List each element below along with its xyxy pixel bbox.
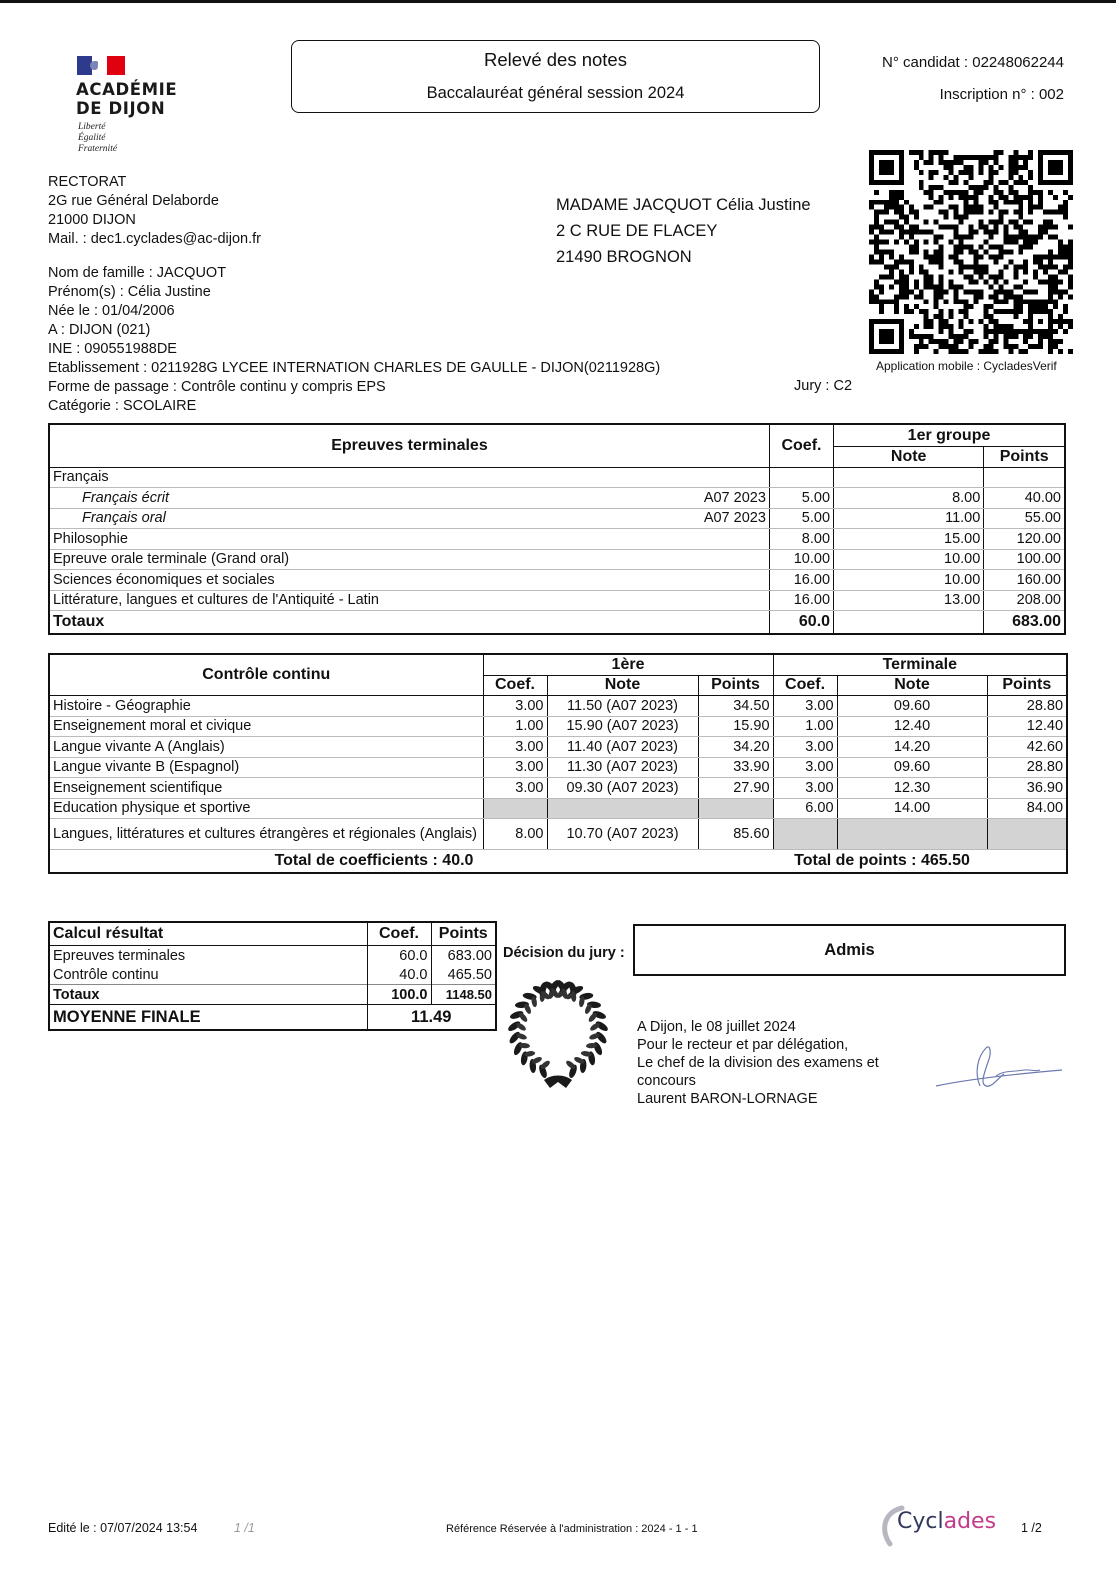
info-first-names: Prénom(s) : Célia Justine <box>48 284 211 300</box>
terminal-exams-header: Epreuves terminales <box>49 424 769 467</box>
result-total-coef: 100.0 <box>367 985 431 1005</box>
final-average-row <box>49 1005 496 1031</box>
terminale-points: 28.80 <box>987 696 1067 717</box>
result-total-points: 1148.50 <box>431 985 496 1005</box>
laurel-wreath-seal-icon <box>502 970 614 1096</box>
exam-points <box>984 467 1065 488</box>
terminal-totals-row <box>49 611 1065 635</box>
premiere-note: 11.40 (A07 2023) <box>547 737 698 758</box>
rectorat-address <box>48 173 261 249</box>
exam-points: 160.00 <box>984 570 1065 591</box>
premiere-note: 11.30 (A07 2023) <box>547 757 698 778</box>
info-last-name: Nom de famille : JACQUOT <box>48 265 227 281</box>
exam-label-cell <box>49 529 769 550</box>
group-header: 1er groupe <box>834 424 1065 447</box>
subject-label: Education physique et sportive <box>49 798 483 819</box>
exam-note: 10.00 <box>834 570 984 591</box>
qr-caption: Application mobile : CycladesVerif <box>876 359 1057 373</box>
terminale-points: 42.60 <box>987 737 1067 758</box>
brand-part2: ades <box>943 1509 997 1534</box>
subject-label: Langues, littératures et cultures étrangères et régionales (Anglais) <box>49 819 483 850</box>
exam-label: Français oral <box>82 510 166 527</box>
candidate-number: N° candidat : 02248062244 <box>882 54 1064 71</box>
exam-label-cell <box>49 570 769 591</box>
exam-note: 10.00 <box>834 549 984 570</box>
terminale-note: 14.00 <box>837 798 987 819</box>
terminal-exam-row <box>49 488 1065 509</box>
footer-page-small: 1 /1 <box>234 1521 255 1535</box>
continuous-assessment-table <box>48 653 1068 874</box>
result-row-points: 465.50 <box>431 965 496 985</box>
rectorat-line: 2G rue Général Delaborde <box>48 193 219 209</box>
result-row-coef: 40.0 <box>367 965 431 985</box>
terminale-coef: 3.00 <box>773 757 837 778</box>
premiere-coef: 1.00 <box>483 716 547 737</box>
candidate-number-block <box>882 47 1064 111</box>
premiere-points: 34.50 <box>698 696 773 717</box>
premiere-coef: 3.00 <box>483 757 547 778</box>
exam-label-cell <box>49 467 769 488</box>
total-points: 683.00 <box>984 611 1065 635</box>
qr-code-icon <box>869 150 1073 354</box>
terminale-points: 28.80 <box>987 757 1067 778</box>
result-row <box>49 965 496 985</box>
coef-header: Coef. <box>367 922 431 946</box>
exam-coef: 8.00 <box>769 529 833 550</box>
signature-title: Le chef de la division des examens et concours <box>637 1055 879 1089</box>
exam-points: 120.00 <box>984 529 1065 550</box>
continuous-row <box>49 778 1067 799</box>
premiere-note: 09.30 (A07 2023) <box>547 778 698 799</box>
exam-coef <box>769 467 833 488</box>
inscription-number: Inscription n° : 002 <box>939 86 1064 103</box>
terminal-exams-table <box>48 423 1066 635</box>
subject-label: Enseignement moral et civique <box>49 716 483 737</box>
exam-note <box>834 467 984 488</box>
brand-part1: Cycl <box>897 1509 944 1534</box>
exam-coef: 16.00 <box>769 570 833 591</box>
signature-block <box>637 1018 917 1108</box>
terminale-coef: 3.00 <box>773 696 837 717</box>
exam-points: 55.00 <box>984 508 1065 529</box>
cyclades-logo <box>878 1504 1002 1548</box>
terminale-coef: 6.00 <box>773 798 837 819</box>
exam-label: Français écrit <box>82 489 170 506</box>
exam-label: Français <box>53 469 109 486</box>
recipient-address <box>556 192 811 270</box>
terminale-coef: 3.00 <box>773 778 837 799</box>
final-average-value: 11.49 <box>367 1005 496 1031</box>
terminale-coef <box>773 819 837 850</box>
exam-coef: 5.00 <box>769 508 833 529</box>
marianne-flag-icon <box>77 56 125 75</box>
total-points: Total de points : 465.50 <box>698 850 1067 874</box>
premiere-header: 1ère <box>483 654 773 675</box>
coef-header: Coef. <box>773 675 837 696</box>
academie-line2: DE DIJON <box>76 99 166 118</box>
republic-motto <box>78 122 117 155</box>
total-coef: 60.0 <box>769 611 833 635</box>
result-totals-row <box>49 985 496 1005</box>
exam-coef: 5.00 <box>769 488 833 509</box>
info-exam-form: Forme de passage : Contrôle continu y compris EPS <box>48 379 386 395</box>
premiere-points: 34.20 <box>698 737 773 758</box>
subject-label: Langue vivante A (Anglais) <box>49 737 483 758</box>
document-title-box <box>291 40 820 113</box>
terminale-note: 14.20 <box>837 737 987 758</box>
terminale-note: 12.40 <box>837 716 987 737</box>
premiere-points <box>698 798 773 819</box>
points-header: Points <box>698 675 773 696</box>
candidate-info <box>48 264 660 416</box>
recipient-street: 2 C RUE DE FLACEY <box>556 222 718 240</box>
result-header: Calcul résultat <box>49 922 367 946</box>
exam-label: Sciences économiques et sociales <box>53 571 275 588</box>
cyclades-wordmark <box>897 1509 996 1534</box>
terminale-coef: 3.00 <box>773 737 837 758</box>
terminale-points: 36.90 <box>987 778 1067 799</box>
exam-note: 13.00 <box>834 590 984 611</box>
result-row-label: Epreuves terminales <box>53 947 186 964</box>
note-header: Note <box>547 675 698 696</box>
premiere-points: 85.60 <box>698 819 773 850</box>
subject-label: Langue vivante B (Espagnol) <box>49 757 483 778</box>
exam-note: 15.00 <box>834 529 984 550</box>
signature-name: Laurent BARON-LORNAGE <box>637 1091 818 1107</box>
terminal-exam-row <box>49 549 1065 570</box>
motto-liberte: Liberté <box>78 122 106 132</box>
points-header: Points <box>431 922 496 946</box>
terminale-points: 12.40 <box>987 716 1067 737</box>
exam-points: 40.00 <box>984 488 1065 509</box>
rectorat-line: 21000 DIJON <box>48 212 136 228</box>
exam-label-cell <box>49 508 769 529</box>
final-average-label: MOYENNE FINALE <box>49 1005 367 1031</box>
exam-label-cell <box>49 590 769 611</box>
continuous-row <box>49 716 1067 737</box>
note-header: Note <box>837 675 987 696</box>
recipient-name: MADAME JACQUOT Célia Justine <box>556 196 811 214</box>
continuous-row <box>49 737 1067 758</box>
terminale-note: 09.60 <box>837 757 987 778</box>
info-birth-date: Née le : 01/04/2006 <box>48 303 175 319</box>
jury-decision-label: Décision du jury : <box>503 945 625 961</box>
result-row <box>49 946 496 966</box>
signature-date: A Dijon, le 08 juillet 2024 <box>637 1019 796 1035</box>
totals-label: Totaux <box>49 611 769 635</box>
terminale-header: Terminale <box>773 654 1067 675</box>
note-header: Note <box>834 447 984 468</box>
subject-label: Enseignement scientifique <box>49 778 483 799</box>
info-ine: INE : 090551988DE <box>48 341 177 357</box>
premiere-points: 15.90 <box>698 716 773 737</box>
premiere-coef: 3.00 <box>483 696 547 717</box>
exam-label: Philosophie <box>53 530 128 547</box>
continuous-row <box>49 696 1067 717</box>
terminale-coef: 1.00 <box>773 716 837 737</box>
result-total-label: Totaux <box>49 985 367 1005</box>
premiere-note: 15.90 (A07 2023) <box>547 716 698 737</box>
exam-points: 100.00 <box>984 549 1065 570</box>
result-calculation-table <box>48 921 497 1031</box>
exam-points: 208.00 <box>984 590 1065 611</box>
continuous-row <box>49 798 1067 819</box>
signature-delegation: Pour le recteur et par délégation, <box>637 1037 849 1053</box>
continuous-row <box>49 757 1067 778</box>
premiere-coef: 3.00 <box>483 737 547 758</box>
result-row-label: Contrôle continu <box>53 966 159 983</box>
jury-decision-box: Admis <box>633 924 1066 976</box>
academie-logo-text <box>76 80 177 118</box>
premiere-note <box>547 798 698 819</box>
exam-coef: 16.00 <box>769 590 833 611</box>
points-header: Points <box>987 675 1067 696</box>
terminale-note <box>837 819 987 850</box>
exam-label-cell <box>49 488 769 509</box>
terminal-exam-row <box>49 590 1065 611</box>
recipient-city: 21490 BROGNON <box>556 248 692 266</box>
exam-label: Epreuve orale terminale (Grand oral) <box>53 551 290 568</box>
rectorat-mail: Mail. : dec1.cyclades@ac-dijon.fr <box>48 231 261 247</box>
result-row-coef: 60.0 <box>367 946 431 966</box>
jury-label: Jury : C2 <box>794 378 853 394</box>
rectorat-line: RECTORAT <box>48 174 127 190</box>
exam-label: Littérature, langues et cultures de l'Antiquité - Latin <box>53 592 379 609</box>
terminal-exam-row <box>49 508 1065 529</box>
continuous-header: Contrôle continu <box>49 654 483 696</box>
premiere-note: 10.70 (A07 2023) <box>547 819 698 850</box>
terminal-exam-row <box>49 570 1065 591</box>
total-note-empty <box>834 611 984 635</box>
terminal-exam-row <box>49 529 1065 550</box>
info-category: Catégorie : SCOLAIRE <box>48 398 197 414</box>
subject-label: Histoire - Géographie <box>49 696 483 717</box>
premiere-points: 33.90 <box>698 757 773 778</box>
motto-egalite: Égalité <box>78 133 106 143</box>
motto-fraternite: Fraternité <box>78 144 118 154</box>
top-border <box>0 0 1116 3</box>
exam-coef: 10.00 <box>769 549 833 570</box>
exam-session: A07 2023 <box>703 510 766 527</box>
continuous-row <box>49 819 1067 850</box>
result-row-points: 683.00 <box>431 946 496 966</box>
coef-header: Coef. <box>769 424 833 467</box>
terminal-exam-row <box>49 467 1065 488</box>
document-subtitle: Baccalauréat général session 2024 <box>426 84 685 102</box>
terminale-note: 09.60 <box>837 696 987 717</box>
academie-line1: ACADÉMIE <box>76 80 178 99</box>
premiere-coef <box>483 798 547 819</box>
footer-reference: Référence Réservée à l'administration : 2024 - 1 - 1 <box>446 1523 698 1535</box>
exam-session: A07 2023 <box>703 489 766 506</box>
footer-page-number: 1 /2 <box>1021 1521 1042 1535</box>
handwritten-signature-icon <box>934 1042 1064 1097</box>
document-title: Relevé des notes <box>484 49 627 70</box>
exam-label-cell <box>49 549 769 570</box>
premiere-coef: 8.00 <box>483 819 547 850</box>
terminale-note: 12.30 <box>837 778 987 799</box>
footer-edited-date: Edité le : 07/07/2024 13:54 <box>48 1521 198 1535</box>
exam-note: 11.00 <box>834 508 984 529</box>
terminale-points: 84.00 <box>987 798 1067 819</box>
info-birth-place: A : DIJON (021) <box>48 322 151 338</box>
terminale-points <box>987 819 1067 850</box>
premiere-coef: 3.00 <box>483 778 547 799</box>
premiere-points: 27.90 <box>698 778 773 799</box>
info-establishment: Etablissement : 0211928G LYCEE INTERNATION CHARLES DE GAULLE - DIJON(0211928G) <box>48 360 661 376</box>
coef-header: Coef. <box>483 675 547 696</box>
exam-note: 8.00 <box>834 488 984 509</box>
total-coefficients: Total de coefficients : 40.0 <box>49 850 698 874</box>
points-header: Points <box>984 447 1065 468</box>
premiere-note: 11.50 (A07 2023) <box>547 696 698 717</box>
